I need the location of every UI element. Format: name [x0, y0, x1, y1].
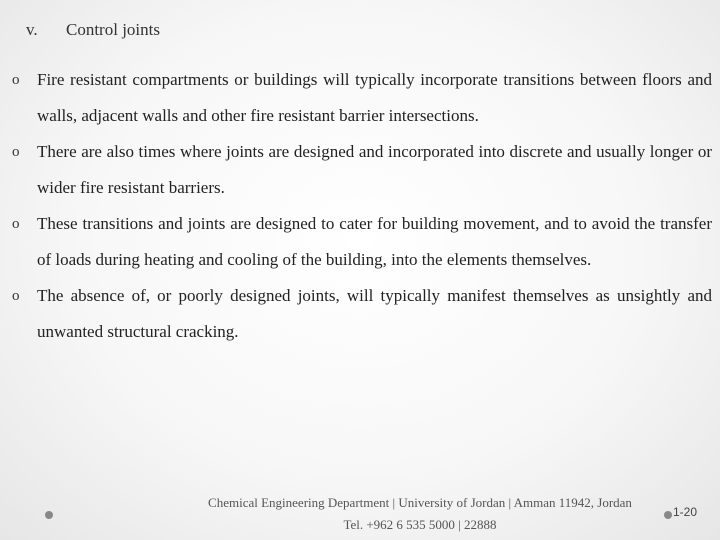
heading-title: Control joints [66, 20, 160, 39]
footer-line-1: Chemical Engineering Department | University of Jordan | Amman 11942, Jordan [208, 495, 632, 510]
bullet-text: The absence of, or poorly designed joints, will typically manifest themselves as unsightly and unwanted structural cracking. [37, 286, 712, 341]
bullet-text: Fire resistant compartments or buildings will typically incorporate transitions between floors and walls, adjacent walls and other fire resistant barrier intersections. [37, 70, 712, 125]
bullet-item [12, 206, 712, 278]
bullet-list [12, 62, 712, 350]
footer [180, 492, 660, 536]
bullet-item [12, 278, 712, 350]
bullet-marker-icon: o [12, 288, 20, 304]
bullet-text: These transitions and joints are designed to cater for building movement, and to avoid the transfer of loads during heating and cooling of the building, into the elements themselves. [37, 214, 712, 269]
footer-dot-icon [45, 511, 53, 519]
bullet-item [12, 62, 712, 134]
page-number-dot-icon [664, 511, 672, 519]
bullet-marker-icon: o [12, 216, 20, 232]
heading-number: v. [26, 20, 38, 39]
footer-line-2: Tel. +962 6 535 5000 | 22888 [343, 517, 497, 532]
bullet-item [12, 134, 712, 206]
bullet-marker-icon: o [12, 144, 20, 160]
bullet-text: There are also times where joints are designed and incorporated into discrete and usually longer or wider fire resistant barriers. [37, 142, 712, 197]
bullet-marker-icon: o [12, 72, 20, 88]
slide-heading [26, 20, 160, 40]
page-number: 1-20 [673, 505, 698, 519]
